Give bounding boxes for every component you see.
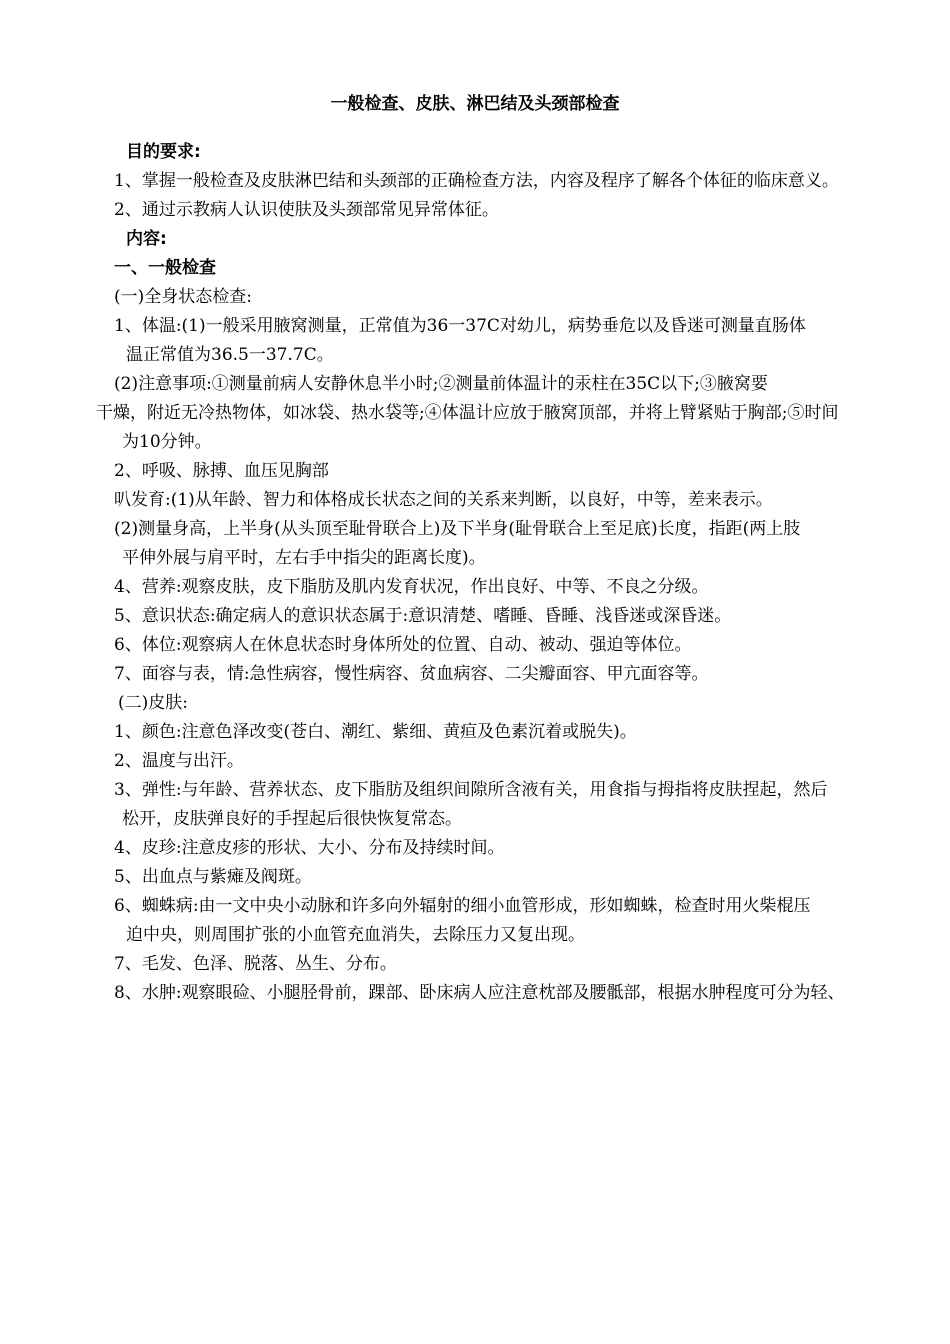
paragraph-continuation: 松开，皮肤弹良好的手捏起后很快恢复常态。 <box>122 809 462 829</box>
subsection-heading: (二)皮肤: <box>118 693 188 713</box>
paragraph: 6、蜘蛛病:由一文中央小动脉和许多向外辐射的细小血管形成，形如蜘蛛，检查时用火柴棍压 <box>114 896 811 916</box>
paragraph: 1、掌握一般检查及皮肤淋巴结和头颈部的正确检查方法，内容及程序了解各个体征的临床意义。 <box>114 171 839 191</box>
paragraph: 6、体位:观察病人在休息状态时身体所处的位置、自动、被动、强迫等体位。 <box>114 635 692 655</box>
section-heading-objectives: 目的要求: <box>126 142 201 162</box>
paragraph: 7、面容与表，情:急性病容，慢性病容、贫血病容、二尖瓣面容、甲亢面容等。 <box>114 664 709 684</box>
subsection-heading: (一)全身状态检查: <box>114 287 252 307</box>
paragraph-continuation: 平伸外展与肩平时，左右手中指尖的距离长度)。 <box>122 548 486 568</box>
paragraph: 1、体温:(1)一般采用腋窝测量，正常值为36一37C对幼儿，病势垂危以及昏迷可测量直肠体 <box>114 316 806 336</box>
paragraph: 5、出血点与紫瘫及阀斑。 <box>114 867 312 887</box>
paragraph-continuation: 干燥，附近无冷热物体，如冰袋、热水袋等;④体温计应放于腋窝顶部，并将上臂紧贴于胸部;⑤时间 <box>96 403 839 423</box>
document-body <box>96 140 866 1010</box>
paragraph: 4、营养:观察皮肤，皮下脂肪及肌内发育状况，作出良好、中等、不良之分级。 <box>114 577 709 597</box>
paragraph: (2)测量身高，上半身(从头顶至耻骨联合上)及下半身(耻骨联合上至足底)长度，指距(两上肢 <box>114 519 801 539</box>
paragraph-continuation: 温正常值为36.5一37.7C。 <box>126 345 334 365</box>
paragraph: 1、颜色:注意色泽改变(苍白、潮红、紫细、黄疸及色素沉着或脱失)。 <box>114 722 637 742</box>
section-heading-general-exam: 一、一般检查 <box>114 258 216 278</box>
paragraph: 3、弹性:与年龄、营养状态、皮下脂肪及组织间隙所含液有关，用食指与拇指将皮肤捏起，然后 <box>114 780 828 800</box>
paragraph: 2、呼吸、脉搏、血压见胸部 <box>114 461 329 481</box>
paragraph-continuation: 迫中央，则周围扩张的小血管充血消失，去除压力又复出现。 <box>126 925 585 945</box>
paragraph-continuation: 为10分钟。 <box>122 432 212 452</box>
document-title: 一般检查、皮肤、淋巴结及头颈部检查 <box>330 94 620 114</box>
paragraph: 叭发育:(1)从年龄、智力和体格成长状态之间的关系来判断，以良好，中等，差来表示。 <box>114 490 773 510</box>
paragraph: (2)注意事项:①测量前病人安静休息半小时;②测量前体温计的汞柱在35C以下;③腋窝要 <box>114 374 768 394</box>
paragraph: 7、毛发、色泽、脱落、丛生、分布。 <box>114 954 397 974</box>
paragraph: 5、意识状态:确定病人的意识状态属于:意识清楚、嗜睡、昏睡、浅昏迷或深昏迷。 <box>114 606 732 626</box>
paragraph: 2、通过示教病人认识使肤及头颈部常见异常体征。 <box>114 200 499 220</box>
paragraph: 8、水肿:观察眼硷、小腿胫骨前，踝部、卧床病人应注意枕部及腰骶部，根据水肿程度可分为轻、 <box>114 983 845 1003</box>
paragraph: 2、温度与出汗。 <box>114 751 244 771</box>
paragraph: 4、皮珍:注意皮疹的形状、大小、分布及持续时间。 <box>114 838 505 858</box>
section-heading-content: 内容: <box>126 229 167 249</box>
